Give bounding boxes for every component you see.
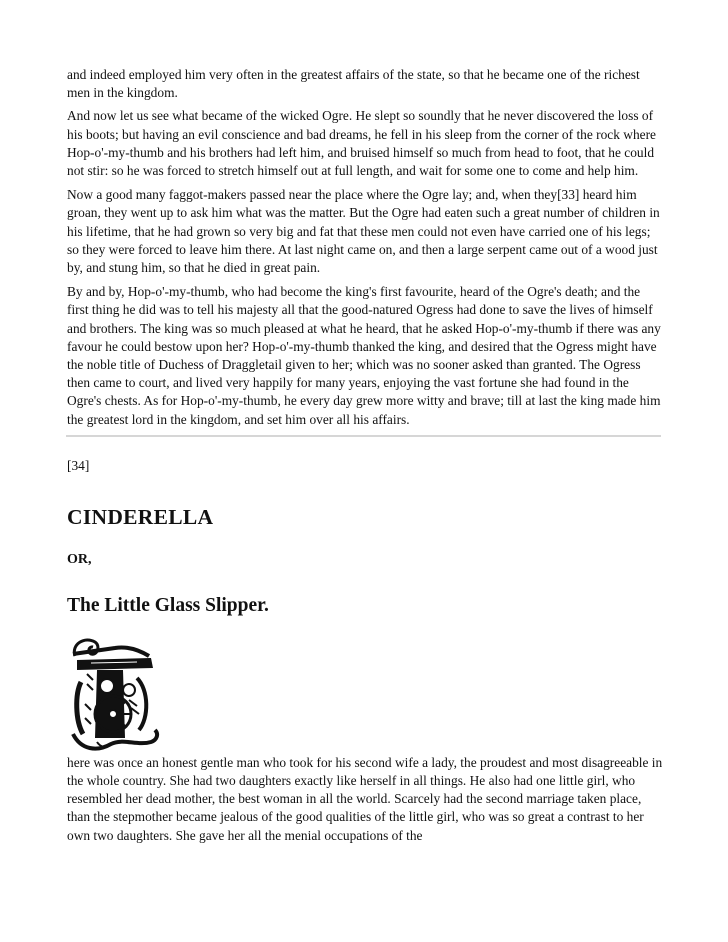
section-divider [66, 435, 661, 437]
chapter-subtitle: The Little Glass Slipper. [67, 594, 269, 616]
chapter-title: CINDERELLA [67, 504, 214, 529]
decorated-initial-t-icon [67, 634, 161, 754]
or-line: OR, [67, 551, 92, 567]
paragraph-tail: here was once an honest gentle man who took for his second wife a lady, the proudest and most disagreeable in the whole country. She had two daughters exactly like herself in all things. He also had one little girl, who resembled her dead mother, the best woman in all the world. Scarcely had the second marriage taken place, than the stepmother became jealous of the good qualities of the little girl, who was so great a contrast to her own two daughters. She gave her all the menial occupations of the [67, 754, 663, 843]
paragraph-1: and indeed employed him very often in the greatest affairs of the state, so that he became one of the richest men in the kingdom. [67, 67, 640, 101]
paragraph-2: And now let us see what became of the wicked Ogre. He slept so soundly that he never discovered the loss of his boots; but having an evil conscience and bad dreams, he fell in his sleep from the corner of the rock where Hop-o'-my-thumb and his brothers had left him, and bruised himself so much from head to foot, that he could not stir: so he was forced to stretch himself out at full length, and wait for some one to come and help him. [67, 108, 656, 179]
page-content [67, 66, 663, 851]
paragraph-3: Now a good many faggot-makers passed near the place where the Ogre lay; and, when they[33] heard him groan, they went up to ask him what was the matter. But the Ogre had eaten such a great number of children in his lifetime, that he had grown so very big and fat that these men could not even have carried one of his legs; so they were forced to leave him there. At last night came on, and then a large serpent came out of a wood just by, and stung him, so that he died in great pain. [67, 187, 660, 276]
paragraph-4: By and by, Hop-o'-my-thumb, who had become the king's first favourite, heard of the Ogre's death; and the first thing he did was to tell his majesty all that the good-natured Ogress had done to save the lives of himself and brothers. The king was so much pleased at what he heard, that he asked Hop-o'-my-thumb if there was any favour he could bestow upon her? Hop-o'-my-thumb thanked the king, and desired that the Ogress might have the noble title of Duchess of Draggletail given to her; which was no sooner asked than granted. The Ogress then came to court, and lived very happily for many years, enjoying the vast fortune she had found in the Ogre's chests. As for Hop-o'-my-thumb, he every day grew more witty and brave; till at last the king made him the greatest lord in the kingdom, and set him over all his affairs. [67, 284, 661, 427]
page-number: [34] [67, 457, 90, 473]
